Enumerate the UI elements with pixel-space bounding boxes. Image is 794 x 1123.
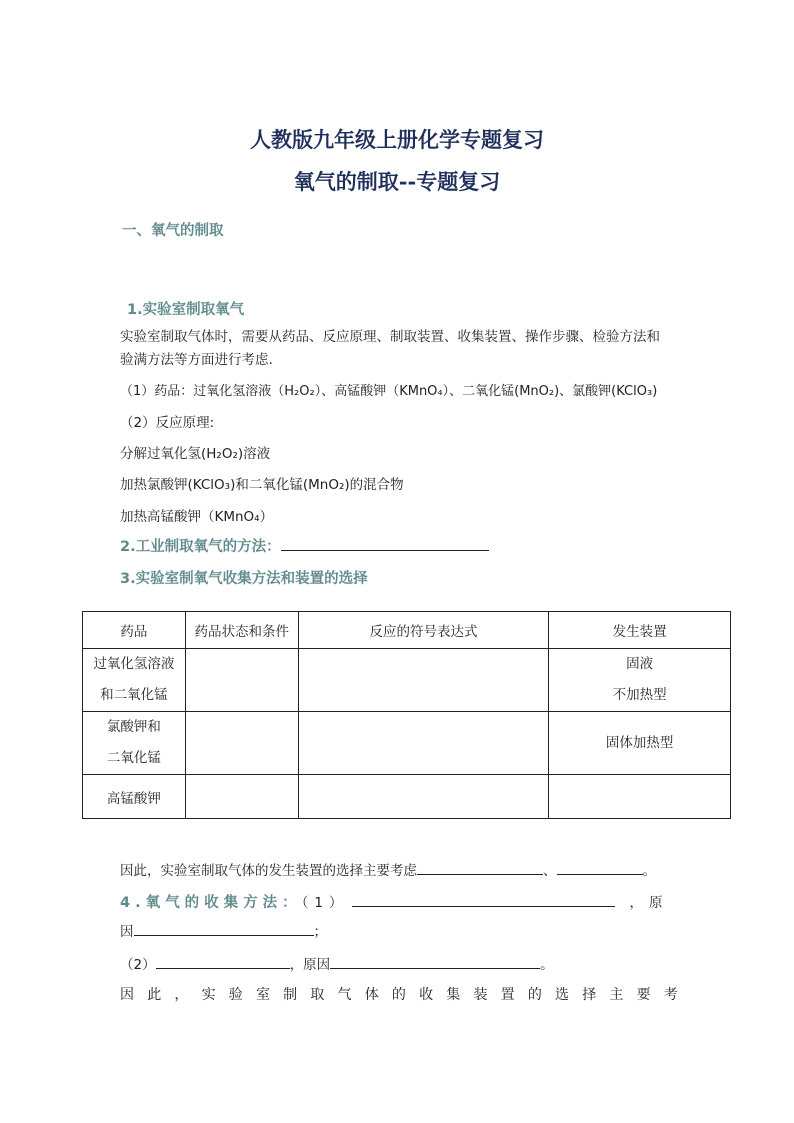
conclusion-blank-2[interactable]: [557, 860, 643, 875]
device-cell: [549, 649, 731, 712]
subsection-2-label: 2.工业制取氧气的方法：: [120, 539, 281, 555]
table-header: 药品: [83, 612, 186, 649]
conclusion-separator: 、: [543, 863, 557, 879]
last-line-char: 制: [283, 987, 298, 1003]
industrial-method-blank[interactable]: [281, 536, 489, 551]
collect-item-1: （1）: [301, 895, 349, 911]
equation-cell[interactable]: [298, 649, 549, 712]
conclusion-end: 。: [642, 863, 656, 879]
table-header-row: [83, 612, 731, 649]
reaction-3: 加热高锰酸钾（KMnO₄）: [120, 509, 274, 525]
collect-semicolon: ；: [313, 924, 327, 940]
last-line-char: 要: [636, 987, 651, 1003]
drug-name-line: 过氧化氢溶液: [93, 656, 175, 672]
last-line-char: 考: [663, 987, 678, 1003]
document-title: 人教版九年级上册化学专题复习: [250, 127, 544, 152]
last-line-char: 此: [147, 987, 162, 1003]
conclusion-line: [120, 859, 656, 879]
last-line-char: 置: [500, 987, 515, 1003]
subsection-4-heading: 4.氧气的收集方法：: [120, 895, 302, 911]
table-row: [83, 649, 731, 712]
collect-comma: ，: [629, 895, 643, 911]
drug-cell: [83, 649, 186, 712]
last-line-char: 装: [473, 987, 488, 1003]
collection-reason-line: [120, 920, 327, 940]
last-line-char: 主: [609, 987, 624, 1003]
last-line-char: 的: [391, 987, 406, 1003]
device-cell: [549, 712, 731, 775]
device-line: 固液: [626, 656, 654, 672]
condition-cell[interactable]: [185, 712, 298, 775]
last-line-char: 体: [364, 987, 379, 1003]
last-line-char: 验: [228, 987, 243, 1003]
last-line-char: 室: [255, 987, 270, 1003]
last-line-char: ，: [174, 987, 189, 1003]
intro-paragraph-line-1: 实验室制取气体时，需要从药品、反应原理、制取装置、收集装置、操作步骤、检验方法和: [120, 329, 660, 345]
device-cell[interactable]: [549, 775, 731, 819]
condition-cell[interactable]: [185, 649, 298, 712]
equation-cell[interactable]: [298, 775, 549, 819]
collect-2-reason: ，原因: [289, 957, 331, 973]
last-line-char: 气: [337, 987, 352, 1003]
last-line-char: 取: [310, 987, 325, 1003]
drugs-line: （1）药品：过氧化氢溶液（H₂O₂）、高锰酸钾（KMnO₄）、二氧化锰(MnO₂)、氯酸钾(KClO₃): [120, 384, 658, 399]
equation-cell[interactable]: [298, 712, 549, 775]
device-line: 固体加热型: [605, 734, 674, 751]
subsection-2-heading: [120, 535, 489, 556]
collect-reason-1-blank[interactable]: [134, 921, 314, 936]
reaction-2: 加热氯酸钾(KClO₃)和二氧化锰(MnO₂)的混合物: [120, 477, 404, 493]
drug-cell: [83, 712, 186, 775]
conclusion-text: 因此，实验室制取气体的发生装置的选择主要考虑: [120, 863, 417, 879]
collection-method-line: [120, 891, 676, 912]
last-line-char: 择: [582, 987, 597, 1003]
collect-reason-start: 原: [648, 895, 663, 911]
last-line-char: 选: [555, 987, 569, 1003]
collection-method-2-line: [120, 953, 554, 973]
collection-device-line: [120, 984, 678, 1004]
drug-cell: 高锰酸钾: [83, 775, 186, 819]
last-line-char: 实: [201, 987, 216, 1003]
selection-table: [82, 611, 731, 819]
collect-2-end: 。: [540, 957, 554, 973]
last-line-char: 因: [120, 987, 134, 1003]
table-row: [83, 712, 731, 775]
section-heading: 一、氧气的制取: [122, 223, 224, 239]
table-header: 反应的符号表达式: [298, 612, 549, 649]
intro-paragraph-line-2: 验满方法等方面进行考虑.: [120, 352, 273, 368]
collect-method-1-blank[interactable]: [352, 892, 615, 907]
last-line-char: 集: [446, 987, 461, 1003]
principle-line: （2）反应原理:: [120, 415, 215, 431]
table-row: [83, 775, 731, 819]
collect-item-2: （2）: [120, 957, 156, 973]
last-line-char: 的: [527, 987, 542, 1003]
subsection-3-heading: 3.实验室制氧气收集方法和装置的选择: [120, 571, 368, 587]
subsection-1-heading: 1.实验室制取氧气: [127, 302, 245, 318]
table-header: 药品状态和条件: [185, 612, 298, 649]
collect-reason-end: 因: [120, 924, 134, 940]
last-line-char: 收: [419, 987, 434, 1003]
condition-cell[interactable]: [185, 775, 298, 819]
reaction-1: 分解过氧化氢(H₂O₂)溶液: [120, 446, 271, 462]
drug-name-line: 二氧化锰: [106, 750, 161, 766]
collect-reason-2-blank[interactable]: [330, 954, 540, 969]
collect-method-2-blank[interactable]: [156, 954, 290, 969]
drug-name-line: 氯酸钾和: [106, 719, 161, 735]
table-header: 发生装置: [549, 612, 731, 649]
device-line: 不加热型: [612, 687, 667, 703]
drug-name-line: 和二氧化锰: [100, 687, 168, 703]
document-subtitle: 氧气的制取--专题复习: [293, 169, 501, 194]
conclusion-blank-1[interactable]: [417, 860, 543, 875]
